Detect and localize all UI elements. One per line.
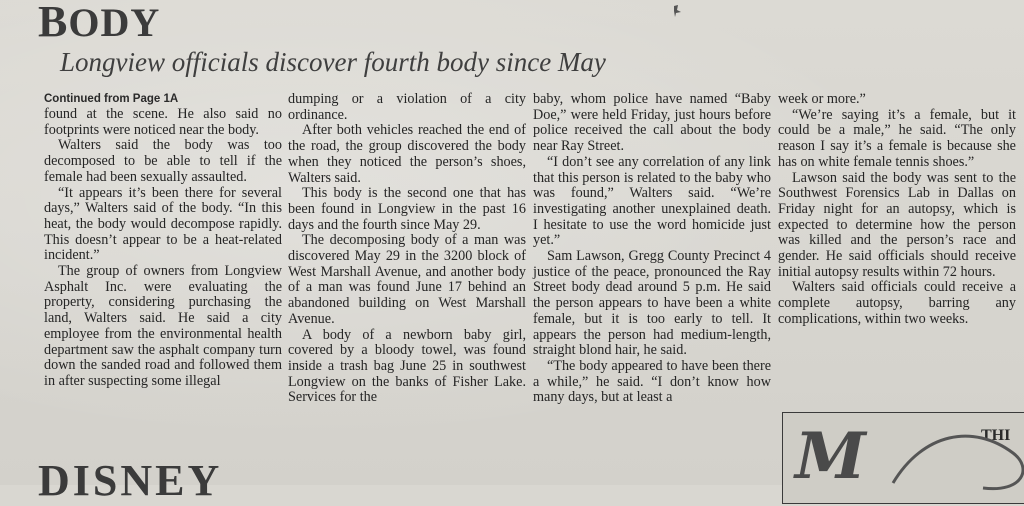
ad-swirl-icon bbox=[783, 413, 1024, 503]
paragraph: After both vehicles reached the end of the road, the group discovered the body when they noticed the person’s shoes, Walters said. bbox=[288, 122, 526, 186]
ad-corner-text: THI bbox=[981, 427, 1011, 444]
headline-rest: ODY bbox=[68, 0, 161, 45]
paragraph: This body is the second one that has been found in Longview in the past 16 days and the fourth since May 29. bbox=[288, 185, 526, 233]
paragraph: baby, whom police have named “Baby Doe,” were held Friday, just hours before police received the call about the body near Ray Street. bbox=[533, 91, 771, 155]
continued-from-kicker: Continued from Page 1A bbox=[44, 93, 179, 105]
section-headline bbox=[38, 0, 160, 45]
article-deck: Longview officials discover fourth body since May bbox=[60, 47, 606, 77]
paragraph: “We’re saying it’s a female, but it could be a male,” he said. “The only reason I say it’s a female is because she has on white female tennis shoes.” bbox=[778, 106, 1016, 170]
headline-initial: B bbox=[38, 0, 69, 46]
paragraph: A body of a newborn baby girl, covered by a bloody towel, was found inside a trash bag June 25 in southwest Longview on the banks of Fisher Lake. Services for the bbox=[288, 326, 526, 406]
paragraph: “The body appeared to have been there a while,” he said. “I don’t know how many days, but at least a bbox=[533, 357, 771, 406]
paragraph: Lawson said the body was sent to the Southwest Forensics Lab in Dallas on Friday night for an autopsy, which is expected to determine how the person was killed and the person’s race and gender. He said officials should receive initial autopsy results within 72 hours. bbox=[778, 169, 1016, 280]
paragraph: found at the scene. He also said no footprints were noticed near the body. bbox=[44, 106, 282, 138]
article-column-1 bbox=[44, 92, 282, 390]
paragraph: week or more.” bbox=[778, 91, 866, 107]
ad-script-lettering: M bbox=[795, 419, 864, 494]
paragraph: “I don’t see any correlation of any link that this person is related to the baby who was found,” Walters said. “We’re investigating another unexplained death. I hesitate to use the word homicide just yet.” bbox=[533, 153, 771, 249]
paragraph: Sam Lawson, Gregg County Precinct 4 justice of the peace, pronounced the Ray Street body dead around 5 p.m. He said the person appears to have been a white female, but it is too early to tell. It appears the person had medium-length, straight blond hair, he said. bbox=[533, 248, 771, 359]
article-column-4 bbox=[778, 92, 1016, 328]
article-column-3 bbox=[533, 92, 771, 406]
next-article-headline: DISNEY bbox=[38, 456, 223, 505]
paragraph: Walters said the body was too decomposed to be able to tell if the female had been sexually assaulted. bbox=[44, 137, 282, 185]
paragraph: “It appears it’s been there for several days,” Walters said of the body. “In this heat, the body would decompose rapidly. This doesn’t appear to be a heat-related incident.” bbox=[44, 184, 282, 264]
article-column-2 bbox=[288, 92, 526, 406]
paragraph: Walters said officials could receive a complete autopsy, barring any complications, within two weeks. bbox=[778, 279, 1016, 327]
advertisement-box bbox=[782, 412, 1024, 504]
paragraph: dumping or a violation of a city ordinance. bbox=[288, 91, 526, 123]
paragraph: The group of owners from Longview Asphalt Inc. were evaluating the property, considering purchasing the land, Walters said. He said a city employee from the environmental health department saw the asphalt company turn down the sanded road and followed them in after suspecting some illegal bbox=[44, 263, 282, 389]
ink-speck-icon bbox=[672, 4, 684, 18]
paragraph: The decomposing body of a man was discovered May 29 in the 3200 block of West Marshall Avenue, and another body of a man was found June 17 behind an abandoned building on West Marshall Avenue. bbox=[288, 232, 526, 327]
